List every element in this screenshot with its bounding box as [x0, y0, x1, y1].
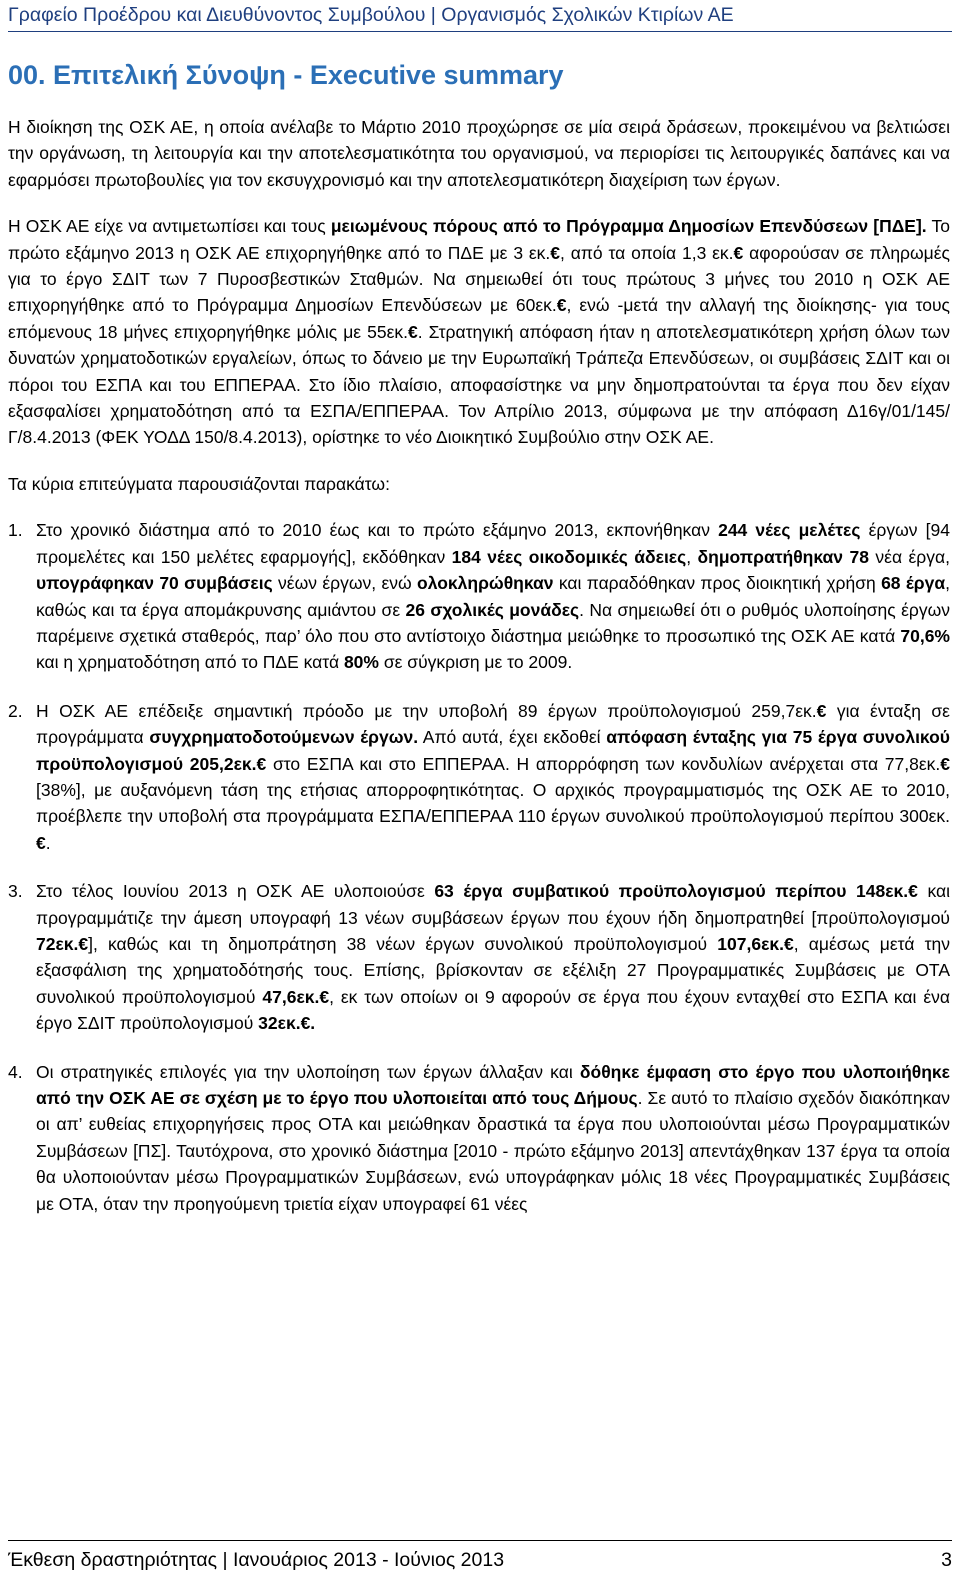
text-run: . Σε αυτό το πλαίσιο σχεδόν διακόπηκαν οι απ’ ευθείας επιχορηγήσεις προς ΟΤΑ και μειώθηκαν δραστικά τα έργα που υλοποιούνται μέσω Προγραμματικών Συμβάσεων [ΠΣ]. Ταυτόχρονα, στο χρονικό διάστημα [2010 - πρώτο εξάμηνο 2013] απεντάχθηκαν 137 έργα τα οποία θα υλοποιούνταν μέσω Προγραμματικών Συμβάσεων, ενώ υπογράφηκαν μόλις 18 νέες Προγραμματικές Συμβάσεις με ΟΤΑ, όταν την προηγούμενη τριετία είχαν υπογραφεί 61 νέες	[36, 1088, 950, 1214]
bold-text-run: 70,6%	[900, 625, 950, 646]
list-item-number: 3.	[8, 881, 23, 902]
bold-text-run: ολοκληρώθηκαν	[417, 573, 554, 594]
bold-text-run: υπογράφηκαν 70 συμβάσεις	[36, 573, 273, 594]
list-item-text	[36, 1059, 950, 1217]
bold-text-run: €	[408, 321, 418, 342]
text-run: Τα κύρια επιτεύγματα παρουσιάζονται παρακάτω:	[8, 473, 390, 494]
bold-text-run: δημοπρατήθηκαν 78	[697, 546, 869, 567]
bold-text-run: 244 νέες μελέτες	[718, 520, 861, 541]
text-run: και η χρηματοδότηση από το ΠΔΕ κατά	[36, 652, 344, 673]
paragraph-intro	[8, 114, 950, 193]
paragraph-funding	[8, 213, 950, 451]
paragraph-achievements-intro	[8, 471, 950, 497]
section-title: 00. Επιτελική Σύνοψη - Executive summary	[8, 60, 564, 90]
text-run: νέων έργων, ενώ	[272, 573, 417, 594]
bold-text-run: δόθηκε έμφαση στο έργο που υλοποιήθηκε από την ΟΣΚ ΑΕ σε σχέση με το έργο που υλοποιείται από τους Δήμους	[36, 1061, 950, 1108]
text-run: [38%], με αυξανόμενη τάση της ετήσιας απορροφητικότητας. Ο αρχικός προγραμματισμός της ΟΣΚ ΑΕ το 2010, προέβλεπε την υποβολή στα προγράμματα ΕΣΠΑ/ΕΠΠΕΡΑΑ 110 έργων συνολικού προϋπολογισμού περίπου 300εκ.	[36, 779, 950, 827]
text-run: , ενώ -μετά την αλλαγή της διοίκησης- για τους επόμενους 18 μήνες επιχορηγήθηκε μόλις με 55εκ.	[8, 295, 950, 342]
bold-text-run: 184 νέες οικοδομικές άδειες	[451, 546, 687, 567]
text-run: ,	[686, 546, 698, 567]
list-item	[8, 1059, 950, 1217]
list-item-text	[36, 698, 950, 856]
text-run: και προγραμμάτιζε την άμεση υπογραφή 13 νέων συμβάσεων έργων που έχουν ήδη δημοπρατηθεί [προϋπολογισμού	[36, 881, 950, 928]
text-run: για ένταξη σε προγράμματα	[36, 700, 950, 748]
list-item-text	[36, 517, 950, 675]
text-run: , καθώς και τα έργα απομάκρυνσης αμιάντου σε	[36, 573, 950, 620]
list-item-number: 4.	[8, 1061, 23, 1082]
text-run: νέα έργα,	[868, 546, 950, 567]
list-item-number: 1.	[8, 520, 23, 541]
list-item	[8, 878, 950, 1036]
list-item-text	[36, 878, 950, 1036]
bold-text-run: €	[556, 295, 567, 316]
text-run: Η ΟΣΚ ΑΕ επέδειξε σημαντική πρόοδο με την υποβολή 89 έργων προϋπολογισμού 259,7εκ.	[36, 700, 817, 721]
bold-text-run: €	[550, 242, 561, 263]
text-run: . Στρατηγική απόφαση ήταν η αποτελεσματικότερη χρήση όλων των δυνατών χρηματοδοτικών εργαλείων, όπως το δάνειο με την Ευρωπαϊκή Τράπεζα Επενδύσεων, οι συμβάσεις ΣΔΙΤ και οι πόροι του ΕΣΠΑ και του ΕΠΠΕΡΑΑ. Στο ίδιο πλαίσιο, αποφασίστηκε να μην δημοπρατούνται τα έργα που δεν είχαν εξασφαλίσει χρηματοδότηση από τα ΕΣΠΑ/ΕΠΠΕΡΑΑ. Τον Απρίλιο 2013, σύμφωνα με την απόφαση Δ16γ/01/145/Γ/8.4.2013 (ΦΕΚ ΥΟΔΔ 150/8.4.2013), ορίστηκε το νέο Διοικητικό Συμβούλιο στην ΟΣΚ ΑΕ.	[8, 321, 950, 448]
text-run: , εκ των οποίων οι 9 αφορούν σε έργα που έχουν ενταχθεί στο ΕΣΠΑ και ένα έργο ΣΔΙΤ προϋπολογισμού	[36, 986, 951, 1034]
text-run: σε σύγκριση με το 2009.	[378, 652, 573, 673]
text-run: . Να σημειωθεί ότι ο ρυθμός υλοποίησης έργων παρέμεινε σχετικά σταθερός, παρ’ όλο που στο αντίστοιχο διάστημα μειώθηκε το προσωπικό της ΟΣΚ ΑΕ κατά	[36, 599, 950, 646]
page-footer	[8, 1540, 952, 1573]
bold-text-run: μειωμένους πόρους από το Πρόγραμμα Δημοσίων Επενδύσεων [ΠΔΕ].	[330, 216, 927, 237]
text-run: ], καθώς και τη δημοπράτηση 38 νέων έργων συνολικού προϋπολογισμού	[88, 933, 718, 954]
list-item	[8, 698, 950, 856]
text-run: Στο χρονικό διάστημα από το 2010 έως και το πρώτο εξάμηνο 2013, εκπονήθηκαν	[36, 520, 719, 541]
text-run: .	[45, 832, 51, 853]
text-run: έργων [94 προμελέτες και 150 μελέτες εφαρμογής], εκδόθηκαν	[36, 520, 950, 567]
text-run: Στο τέλος Ιουνίου 2013 η ΟΣΚ ΑΕ υλοποιούσε	[36, 881, 435, 902]
bold-text-run: €	[36, 832, 46, 853]
document-body	[8, 114, 950, 1239]
text-run: Οι στρατηγικές επιλογές για την υλοποίηση των έργων άλλαξαν και	[36, 1061, 580, 1082]
bold-text-run: 26 σχολικές μονάδες	[405, 599, 580, 620]
bold-text-run: 68 έργα	[881, 573, 946, 594]
text-run: Το πρώτο εξάμηνο 2013 η ΟΣΚ ΑΕ επιχορηγήθηκε από το ΠΔΕ με 3 εκ.	[8, 216, 950, 263]
bold-text-run: €	[816, 700, 827, 721]
bold-text-run: €	[733, 242, 744, 263]
bold-text-run: 107,6εκ.€	[717, 933, 794, 954]
page-number: 3	[941, 1549, 952, 1571]
text-run: Από αυτά, έχει εκδοθεί	[418, 727, 607, 748]
page-header	[8, 2, 952, 32]
text-run: , από τα οποία 1,3 εκ.	[560, 242, 734, 263]
text-run: στο ΕΣΠΑ και στο ΕΠΠΕΡΑΑ. Η απορρόφηση των κονδυλίων ανέρχεται στα 77,8εκ.	[266, 753, 941, 774]
header-text: Γραφείο Προέδρου και Διευθύνοντος Συμβούλου | Οργανισμός Σχολικών Κτιρίων ΑΕ	[8, 4, 734, 26]
footer-text: Έκθεση δραστηριότητας | Ιανουάριος 2013 - Ιούνιος 2013	[8, 1549, 505, 1571]
bold-text-run: συγχρηματοδοτούμενων έργων.	[149, 727, 419, 748]
bold-text-run: 47,6εκ.€	[262, 986, 330, 1007]
text-run: και παραδόθηκαν προς διοικητική χρήση	[553, 573, 882, 594]
text-run: αφορούσαν σε πληρωμές για το έργο ΣΔΙΤ των 7 Πυροσβεστικών Σταθμών. Να σημειωθεί ότι τους πρώτους 3 μήνες του 2010 η ΟΣΚ ΑΕ επιχορηγήθηκε από το Πρόγραμμα Δημοσίων Επενδύσεων με 60εκ.	[8, 242, 950, 316]
list-item-number: 2.	[8, 700, 23, 721]
bold-text-run: 72εκ.€	[36, 933, 89, 954]
bold-text-run: 32εκ.€.	[258, 1013, 316, 1034]
list-item	[8, 517, 950, 675]
bold-text-run: απόφαση ένταξης για 75 έργα συνολικού προϋπολογισμού 205,2εκ.€	[36, 727, 950, 774]
text-run: Η διοίκηση της ΟΣΚ ΑΕ, η οποία ανέλαβε το Μάρτιο 2010 προχώρησε σε μία σειρά δράσεων, προκειμένου να βελτιώσει την οργάνωση, τη λειτουργία και την αποτελεσματικότητα του οργανισμού, να περιορίσει τις λειτουργικές δαπάνες και να εφαρμόσει πρωτοβουλίες για τον εκσυγχρονισμό και την αποτελεσματικότερη διαχείριση των έργων.	[8, 117, 950, 190]
text-run: Η ΟΣΚ ΑΕ είχε να αντιμετωπίσει και τους	[8, 216, 331, 237]
bold-text-run: 63 έργα συμβατικού προϋπολογισμού περίπου 148εκ.€	[434, 881, 918, 902]
bold-text-run: 80%	[343, 652, 379, 673]
text-run: , αμέσως μετά την εξασφάλιση της χρηματοδότησής τους. Επίσης, βρίσκονταν σε εξέλιξη 27 Προγραμματικές Συμβάσεις με ΟΤΑ συνολικού προϋπολογισμού	[36, 933, 950, 1007]
bold-text-run: €	[940, 753, 950, 774]
